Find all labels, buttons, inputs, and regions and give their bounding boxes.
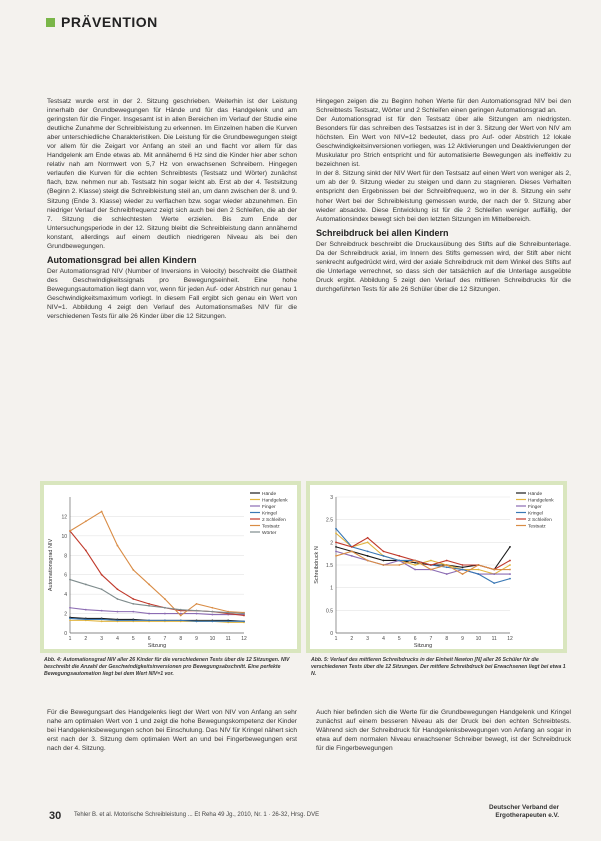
data-point: [367, 555, 369, 557]
x-tick-label: 1: [334, 636, 338, 642]
left-paragraph-1: Testsatz wurde erst in der 2. Sitzung geschrieben. Weiterhin ist der Leistung innerhalb der Grundbewegungen für Hände und für das Handgelenk und am geringsten für die Finger. Insgesamt ist in allen Bereichen im Verlauf der Studie eine deutliche Zunahme der Schreibleistung zu erkennen. Im Einzelnen haben die Kurven aber unterschiedliche Charakteristiken. Die Leistung für die Grundbewegungen steigt vor allem für die Zeigart vor Anfang an steil an und flacht vor allem für das Handgelenk am Ende etwas ab. Mit annähernd 6 Hz sind die Kinder hier aber schon relativ nah am Normwert von 5,7 Hz von erwachsenen Schreibern. Hingegen verlaufen die Kurven für die echten Schreibtests (Testsatz und Wörter) zunächst flach, bzw. nehmen nur ab. Testsatz hin sogar leicht ab. Erst ab der 4. Testsitzung (Beginn 2. Klasse) steigt die Schreibleistung steil an, um dann zwischen der 8. und 9. Sitzung (Ende 3. Klasse) wieder zu verflachen bzw. sogar wieder abzunehmen. Ein niedriger Verlauf der Schreibfrequenz zeigt sich auch bei den 2 Schleifen, die ab der 7. Sitzung die schlechtesten Werte erzielen. Bis zum Ende der Untersuchungsperiode in der 12. Sitzung bleibt die Schreibleistung dann annähernd konstant, allerdings auf einem deutlich niedrigeren Niveau als bei den Grundbewegungen.: [47, 98, 297, 250]
data-point: [351, 546, 353, 548]
x-tick-label: 11: [225, 636, 231, 642]
data-point: [164, 613, 166, 615]
right-column-top: [316, 97, 571, 294]
x-tick-label: 11: [491, 636, 497, 642]
data-point: [180, 619, 182, 621]
data-point: [243, 615, 245, 617]
data-point: [69, 618, 71, 620]
x-tick-label: 6: [147, 636, 151, 642]
section-header: [46, 14, 158, 30]
legend-label: Finger: [528, 504, 542, 510]
y-tick-label: 8: [64, 553, 67, 560]
data-point: [398, 555, 400, 557]
right-column-bottom: [316, 708, 571, 753]
data-point: [117, 588, 119, 590]
data-point: [117, 598, 119, 600]
x-tick-label: 5: [397, 636, 401, 642]
y-tick-label: 4: [64, 592, 67, 599]
data-point: [383, 564, 385, 566]
data-point: [335, 551, 337, 553]
x-tick-label: 4: [382, 636, 385, 642]
series-line: [336, 533, 510, 574]
data-point: [335, 528, 337, 530]
data-point: [493, 582, 495, 584]
x-tick-label: 7: [429, 636, 433, 642]
x-tick-label: 7: [163, 636, 167, 642]
data-point: [101, 610, 103, 612]
figure-5-chart: [310, 485, 563, 649]
figure-4-plot-area: [44, 485, 297, 649]
data-point: [101, 588, 103, 590]
y-tick-label: 1: [330, 585, 333, 592]
data-point: [101, 511, 103, 513]
legend-label: Handgelenk: [262, 498, 288, 504]
x-tick-label: 3: [100, 636, 104, 642]
x-tick-label: 12: [241, 636, 247, 642]
data-point: [211, 614, 213, 616]
data-point: [509, 546, 511, 548]
data-point: [101, 574, 103, 576]
data-point: [446, 560, 448, 562]
data-point: [446, 573, 448, 575]
data-point: [493, 569, 495, 571]
data-point: [148, 605, 150, 607]
right-paragraph-3: In der 8. Sitzung sinkt der NIV Wert für den Testsatz auf einen Wert von weniger als 2, um ab der 9. Sitzung wieder zu steigen und dann zu stagnieren. Dieses Verhalten entspricht den Ergebnissen bei der Schreibfrequenz, wo in der 8. Sitzung ein sehr hoher Wert bei der Schreibleistung gemessen wurde, der nach der 9. Sitzung aber wieder absackte. Diese Entwicklung ist für die 2 Schleifen weniger auffällig, der Automationsindex bewegt sich bei den letzten Sitzungen im Mittelbereich.: [316, 170, 571, 223]
y-tick-label: 12: [61, 514, 67, 521]
legend-label: Wörter: [262, 530, 277, 536]
data-point: [493, 573, 495, 575]
data-point: [414, 560, 416, 562]
series-line: [70, 580, 244, 614]
x-axis-label: Sitzung: [413, 643, 433, 649]
data-point: [430, 560, 432, 562]
data-point: [414, 562, 416, 564]
section-marker-square: [46, 18, 55, 27]
left-paragraph-2: Der Automationsgrad NIV (Number of Inversions in Velocity) beschreibt die Glattheit des Geschwindigkeitssignals pro Bewegungseinheit. Eine hohe Bewegungsautomation liegt dann vor, wenn für jeden Auf- oder Abstrich nur genau 1 Geschwindigkeitsmaximum vorliegt. In diesem Fall ergibt sich genau ein Wert von NIV=1. Abbildung 4 zeigt den Verlauf des Automationsmaßes NIV für die verschiedenen Tests für alle 26 Kinder über die 12 Sitzungen.: [47, 267, 297, 321]
data-point: [414, 569, 416, 571]
x-tick-label: 5: [131, 636, 135, 642]
x-tick-label: 2: [350, 636, 354, 642]
footer-organization: [489, 804, 559, 820]
data-point: [211, 607, 213, 609]
legend-label: Testsatz: [528, 524, 546, 530]
data-point: [383, 560, 385, 562]
x-tick-label: 3: [366, 636, 370, 642]
data-point: [69, 619, 71, 621]
section-title: PRÄVENTION: [61, 14, 158, 30]
data-point: [446, 566, 448, 568]
data-point: [196, 610, 198, 612]
data-point: [148, 603, 150, 605]
data-point: [446, 564, 448, 566]
data-point: [85, 520, 87, 522]
data-point: [383, 555, 385, 557]
data-point: [148, 619, 150, 621]
footer-org-line-1: Deutscher Verband der: [489, 804, 559, 811]
data-point: [148, 584, 150, 586]
data-point: [383, 551, 385, 553]
data-point: [477, 564, 479, 566]
left-column-top: [47, 97, 297, 321]
figure-5-caption: Abb. 5: Verlauf des mittleren Schreibdrucks in der Einheit Newton [N] aller 26 Schüler für die verschiedenen Tests über die 12 Sitzungen. Der mittlere Schreibdruck bei Erwachsenen liegt bei etwa 1 N.: [311, 657, 566, 677]
data-point: [367, 560, 369, 562]
y-tick-label: 0: [64, 631, 67, 637]
data-point: [196, 613, 198, 615]
right-bottom-paragraph: Auch hier befinden sich die Werte für die Grundbewegungen Handgelenk und Kringel zunächst auf einem besseren Niveau als der Druck bei den echten Schreibtests. Während sich der Schreibdruck für Handgelenksbewegungen von Anfang an sogar in etwa auf dem normalen Niveau erwachsener Schreiber bewegt, ist der Schreibdruck für die Fingerbewegungen: [316, 709, 571, 753]
x-tick-label: 12: [507, 636, 513, 642]
figure-4-caption: Abb. 4: Automationsgrad NIV aller 26 Kinder für die verschiedenen Tests über die 12 Sitzungen. NIV beschreibt die Anzahl der Geschwindigkeitsinversionen pro Bewegungsabschnitt. Eine perfekte Bewegungsautomation liegt bei dem Wert NIV=1 vor.: [44, 657, 290, 677]
footer-citation: Tehler B. et al. Motorische Schreibleistung ... Et Reha 49 Jg., 2010, Nr. 1 · 26-32, Hrsg. DVE: [74, 812, 320, 818]
data-point: [335, 532, 337, 534]
data-point: [462, 573, 464, 575]
data-point: [367, 541, 369, 543]
figure-4-box: [40, 481, 301, 653]
data-point: [211, 611, 213, 613]
right-paragraph-2: Der Automationsgrad ist für den Testsatz über alle Sitzungen am niedrigsten. Besonders für das schreiben des Testsatzes ist in der 3. Sitzung der Wert von NIV am höchsten. Ein Wert von NIV=12 bedeutet, dass pro Auf- oder Abstrich 12 lokale Geschwindigkeitsinversionen vorliegen, was 12 Aktivierungen und Deaktivierungen der Muskulatur pro Strich entspricht und für automatisierte Bewegungen als ineffektiv zu bezeichnen ist.: [316, 116, 571, 169]
data-point: [69, 579, 71, 581]
data-point: [477, 573, 479, 575]
data-point: [477, 569, 479, 571]
x-tick-label: 10: [209, 636, 216, 642]
data-point: [164, 607, 166, 609]
legend-label: Hände: [262, 491, 277, 497]
data-point: [227, 620, 229, 622]
page-number: 30: [49, 810, 62, 822]
data-point: [117, 611, 119, 613]
x-tick-label: 1: [68, 636, 72, 642]
legend-label: Testsatz: [262, 524, 280, 530]
figure-5-box: [306, 481, 567, 653]
legend-label: 2 Schleifen: [528, 517, 552, 523]
data-point: [335, 541, 337, 543]
data-point: [509, 569, 511, 571]
x-tick-label: 8: [179, 636, 183, 642]
data-point: [196, 603, 198, 605]
figure-4-chart: [44, 485, 297, 649]
data-point: [462, 564, 464, 566]
data-point: [335, 555, 337, 557]
data-point: [462, 569, 464, 571]
legend-label: Kringel: [262, 511, 277, 517]
series-line: [336, 529, 510, 583]
data-point: [101, 619, 103, 621]
data-point: [367, 551, 369, 553]
data-point: [430, 569, 432, 571]
legend-label: Kringel: [528, 511, 543, 517]
data-point: [351, 551, 353, 553]
data-point: [117, 545, 119, 547]
x-tick-label: 10: [475, 636, 482, 642]
data-point: [509, 578, 511, 580]
y-tick-label: 2: [330, 540, 333, 547]
x-tick-label: 2: [84, 636, 88, 642]
data-point: [117, 619, 119, 621]
series-line: [70, 512, 244, 616]
data-point: [132, 603, 134, 605]
data-point: [509, 573, 511, 575]
data-point: [85, 609, 87, 611]
y-tick-label: 3: [330, 495, 333, 501]
data-point: [509, 564, 511, 566]
data-point: [243, 613, 245, 615]
y-tick-label: 2: [64, 611, 67, 618]
x-tick-label: 9: [195, 636, 198, 642]
data-point: [398, 560, 400, 562]
data-point: [180, 615, 182, 617]
y-tick-label: 0: [330, 631, 333, 637]
data-point: [243, 620, 245, 622]
right-paragraph-1: Hingegen zeigen die zu Beginn hohen Werte für den Automationsgrad NIV bei den Schreibtests Testsatz, Wörter und 2 Schleifen einen geringen Automationsgrad an.: [316, 98, 571, 115]
x-tick-label: 6: [413, 636, 417, 642]
data-point: [85, 550, 87, 552]
data-point: [180, 609, 182, 611]
data-point: [414, 564, 416, 566]
y-tick-label: 0.5: [326, 608, 333, 615]
left-column-bottom: [47, 708, 297, 753]
legend-label: Finger: [262, 504, 276, 510]
data-point: [132, 619, 134, 621]
data-point: [101, 620, 103, 622]
data-point: [148, 613, 150, 615]
heading-automationsgrad: Automationsgrad bei allen Kindern: [47, 254, 197, 265]
data-point: [85, 619, 87, 621]
data-point: [398, 564, 400, 566]
data-point: [164, 619, 166, 621]
data-point: [462, 566, 464, 568]
legend-label: Hände: [528, 491, 543, 497]
y-tick-label: 2.5: [326, 517, 333, 524]
data-point: [85, 584, 87, 586]
data-point: [335, 546, 337, 548]
x-axis-label: Sitzung: [147, 643, 167, 649]
data-point: [367, 537, 369, 539]
y-tick-label: 6: [64, 572, 67, 579]
left-bottom-paragraph: Für die Bewegungsart des Handgelenks liegt der Wert von NIV von Anfang an sehr nahe am optimalen Wert von 1 und zeigt die hohe Bewegungskompetenz der Kinder bei Handgelenksbewegungen schon bei Einschulung. Das NIV für Kringel nähert sich erst nach der 3. Sitzung dem optimalen Wert an und bei Fingerbewegungen erst nach der 4. Sitzung.: [47, 709, 297, 753]
series-line: [70, 531, 244, 616]
right-paragraph-4: Der Schreibdruck beschreibt die Druckausübung des Stifts auf die Schreibunterlage. Da der Schreibdruck axial, im Innern des Stifts gemessen wird, der Stift aber nicht senkrecht aufgedrückt wird, wird der axiale Schreibdruck mit dem Winkel des Stifts auf die Unterlage verrechnet, so dass sich der tatsächlich auf die Unterlage ausgeübte Druck ergibt. Abbildung 5 zeigt den Verlauf des mittleren Schreibdrucks für die durchgeführten Tests für alle 26 Schüler über die 12 Sitzungen.: [316, 240, 571, 293]
x-tick-label: 8: [445, 636, 449, 642]
data-point: [132, 598, 134, 600]
data-point: [69, 530, 71, 532]
y-axis-label: Schreibdruck N: [314, 546, 320, 584]
y-axis-label: Automationsgrad NIV: [48, 538, 54, 592]
y-tick-label: 10: [61, 533, 67, 540]
data-point: [164, 598, 166, 600]
data-point: [132, 569, 134, 571]
data-point: [211, 620, 213, 622]
figure-5-plot-area: [310, 485, 563, 649]
data-point: [430, 564, 432, 566]
data-point: [69, 607, 71, 609]
footer-org-line-2: Ergotherapeuten e.V.: [495, 812, 559, 819]
data-point: [509, 560, 511, 562]
legend-label: Handgelenk: [528, 498, 554, 504]
data-point: [351, 555, 353, 557]
legend-label: 2 Schleifen: [262, 517, 286, 523]
x-tick-label: 9: [461, 636, 464, 642]
x-tick-label: 4: [116, 636, 119, 642]
data-point: [196, 620, 198, 622]
data-point: [132, 611, 134, 613]
y-tick-label: 1.5: [326, 563, 333, 569]
heading-schreibdruck: Schreibdruck bei allen Kindern: [316, 227, 449, 238]
data-point: [227, 612, 229, 614]
